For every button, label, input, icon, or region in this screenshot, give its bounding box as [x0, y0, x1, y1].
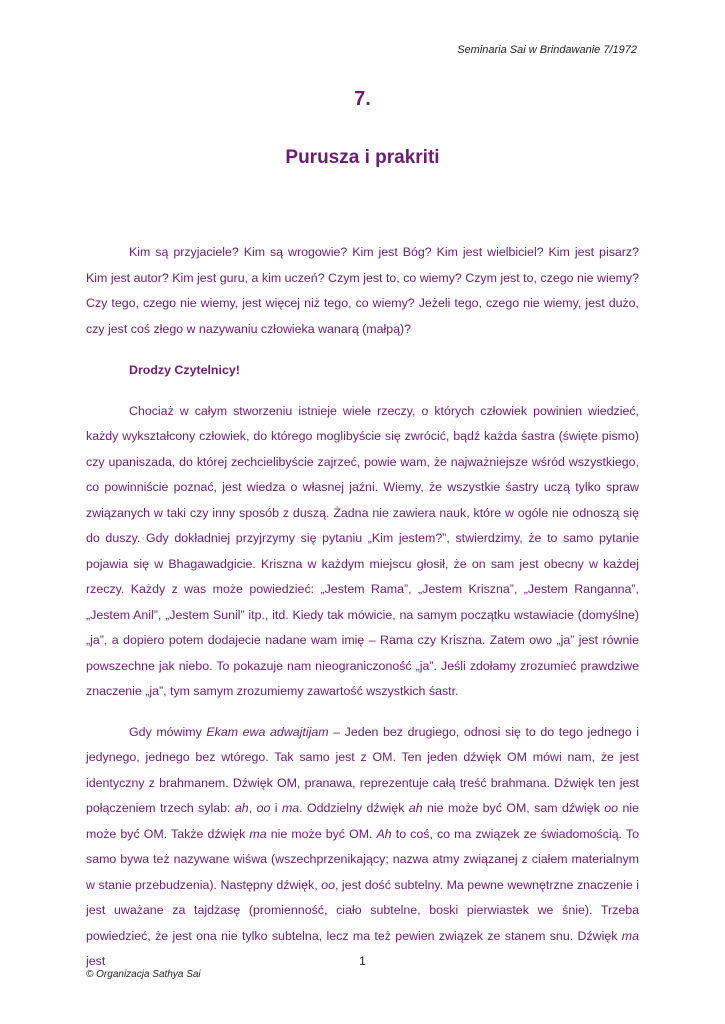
paragraph-om [86, 720, 639, 975]
text-run: . Oddzielny dźwięk [299, 801, 409, 815]
text-run: Gdy mówimy [129, 724, 207, 739]
text-run: nie może być OM. Także dźwięk [86, 801, 639, 841]
text-run: , jest dość subtelny. Ma pewne wewnętrzne znaczenie i jest uważane za tajdżasę (promienność, ciało subtelne, boski pierwiastek we śnie). Trzeba powiedzieć, że jest ona nie tylko subtelna, lecz ma też pewien związek ze stanem snu. Dźwięk [86, 877, 640, 943]
running-header: Seminaria Sai w Brindawanie 7/1972 [457, 44, 637, 56]
text-run: – Jeden bez drugiego, odnosi się to do tego jednego i jedynego, jednego bez wtórego. Tak samo jest z OM. Ten jeden dźwięk OM mówi nam, że jest identyczny z brahmanem. Dźwięk OM, pranawa, reprezentuje całą treść brahmana. Dźwięk ten jest połączeniem trzech sylab: [86, 724, 639, 815]
copyright-footer: © Organizacja Sathya Sai [86, 969, 201, 980]
italic-term: ma [249, 826, 267, 841]
italic-term: oo [321, 877, 335, 892]
chapter-number: 7. [354, 88, 371, 110]
chapter-title: Purusza i prakriti [285, 147, 440, 168]
italic-term: oo [256, 801, 271, 815]
italic-term: ah [234, 801, 249, 815]
italic-term: ma [621, 928, 639, 943]
text-run: nie może być OM, sam dźwięk [422, 801, 605, 815]
document-body [86, 240, 639, 975]
text-run: , [248, 801, 257, 815]
italic-term: oo [604, 801, 619, 815]
italic-term: Ekam ewa adwajtijam [206, 724, 329, 739]
page-number: 1 [359, 954, 366, 968]
text-run: to coś, co ma związek ze świadomością. To samo bywa też nazywane wiśwa (wszechprzenikający; nazwa atmy związanej z ciałem materialnym w stanie przebudzenia). Następny dźwięk, [86, 826, 639, 892]
italic-term: ma [281, 801, 300, 815]
greeting: Drodzy Czytelnicy! [129, 363, 240, 377]
italic-term: ah [408, 801, 423, 815]
text-run: i [270, 801, 282, 815]
text-run: nie może być OM. [266, 826, 377, 841]
text-run: jest [86, 954, 106, 968]
paragraph-intro: Kim są przyjaciele? Kim są wrogowie? Kim jest Bóg? Kim jest wielbiciel? Kim jest pisarz? Kim jest autor? Kim jest guru, a kim uczeń? Czym jest to, co wiemy? Czym jest to, czego nie wiemy? Czy tego, czego nie wiemy, jest więcej niż tego, co wiemy? Jeżeli tego, czego nie wiemy, jest dużo, czy jest coś złego w nazywaniu człowieka wanarą (małpą)? [86, 245, 639, 336]
paragraph-self-knowledge: Chociaż w całym stworzeniu istnieje wiele rzeczy, o których człowiek powinien wiedzieć, każdy wykształcony człowiek, do którego moglibyście się zwrócić, bądź każda śastra (święte pismo) czy upaniszada, do której zechcielibyście zajrzeć, powie wam, że najważniejsze wśród wszystkiego, co powinniście poznać, jest wiedza o własnej jaźni. Wiemy, że wszystkie śastry uczą tylko spraw związanych w taki czy inny sposób z duszą. Żadna nie zawiera nauk, które w ogóle nie odnoszą się do duszy. Gdy dokładniej przyjrzymy się pytaniu „Kim jestem?”, stwierdzimy, że to samo pytanie pojawia się w Bhagawadgicie. Kriszna w każdym miejscu głosił, że on sam jest obecny w każdej rzeczy. Każdy z was może powiedzieć: „Jestem Rama”, „Jestem Kriszna”, „Jestem Ranganna”, „Jestem Anil”, „Jestem Sunil” itp., itd. Kiedy tak mówicie, na samym początku wstawiacie (domyślne) „ja”, a dopiero potem dodajecie nadane wam imię – Rama czy Kriszna. Zatem owo „ja” jest równie powszechne jak niebo. To pokazuje nam nieograniczoność „ja”. Jeśli zdołamy zrozumieć prawdziwe znaczenie „ja”, tym samym zrozumiemy zawartość wszystkich śastr. [86, 403, 639, 698]
italic-term: Ah [376, 826, 392, 841]
